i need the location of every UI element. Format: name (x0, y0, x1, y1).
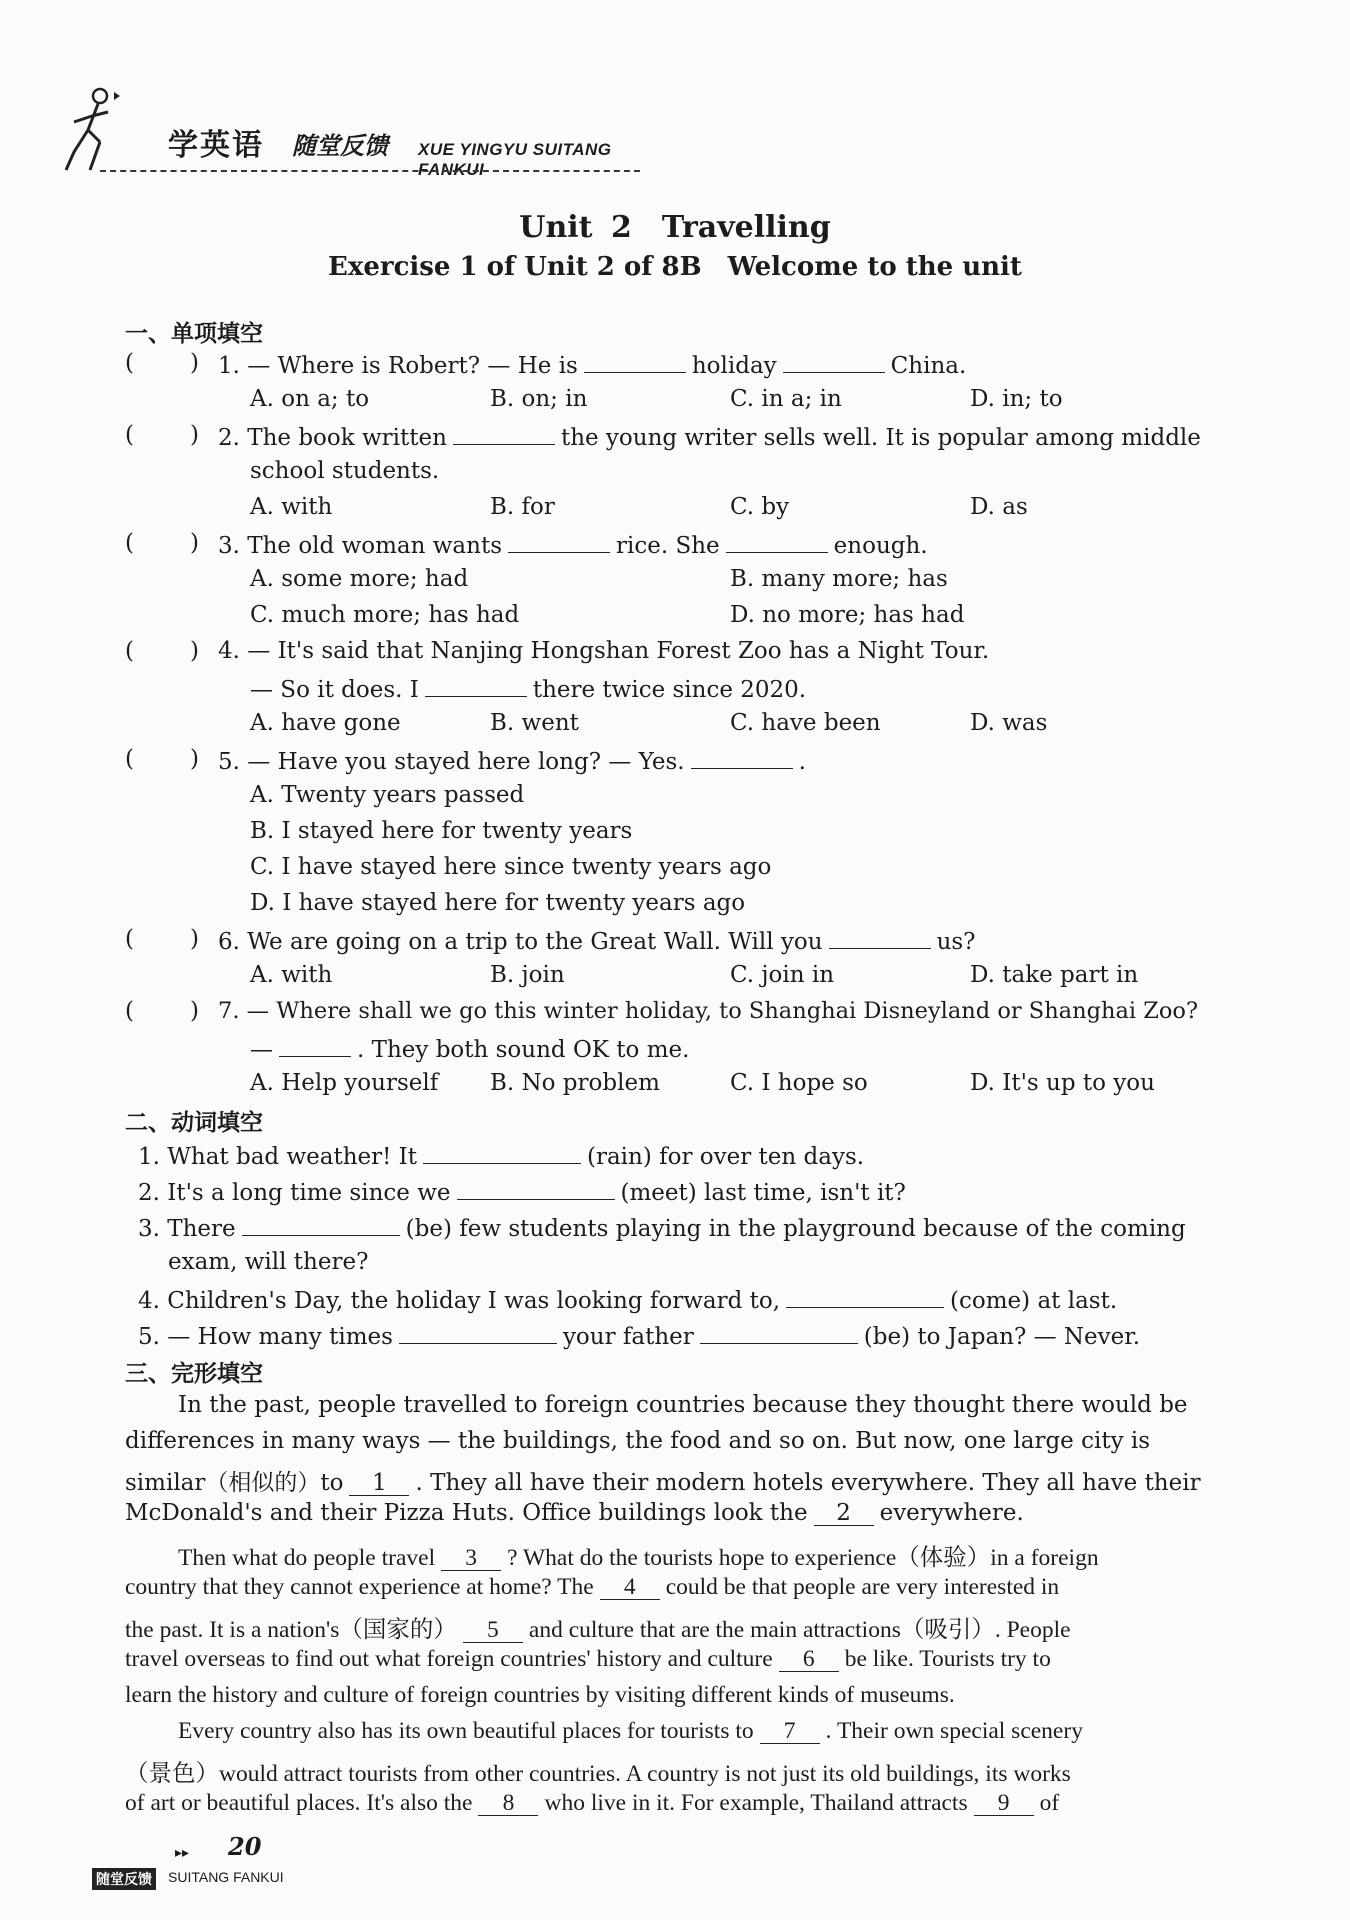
option-a: A. with (250, 962, 333, 988)
cloze-line: McDonald's and their Pizza Huts. Office buildings look the 2 everywhere. (125, 1500, 1024, 1526)
header-cn-sub: 随堂反馈 (292, 132, 388, 160)
cloze-blank-8[interactable]: 8 (478, 1791, 538, 1816)
section-heading-2: 二、动词填空 (125, 1110, 263, 1136)
blank[interactable] (691, 746, 793, 769)
cloze-blank-4[interactable]: 4 (600, 1575, 660, 1600)
blank[interactable] (783, 350, 885, 373)
exercise-title: Exercise 1 of Unit 2 of 8B Welcome to the unit (328, 252, 1022, 282)
answer-paren-2[interactable]: ( (125, 422, 134, 448)
option-b: B. join (490, 962, 565, 988)
question-1: 1. — Where is Robert? — He is holiday China. (218, 350, 966, 379)
option-d: D. no more; has had (730, 602, 965, 628)
option-a: A. Help yourself (250, 1070, 439, 1096)
option-c: C. much more; has had (250, 602, 520, 628)
page-header (60, 82, 650, 182)
blank[interactable] (786, 1285, 944, 1308)
option-d: D. in; to (970, 386, 1063, 412)
cloze-line: of art or beautiful places. It's also the 8 who live in it. For example, Thailand attracts 9 of (125, 1790, 1060, 1816)
section-heading-3: 三、完形填空 (125, 1361, 263, 1387)
question-6: 6. We are going on a trip to the Great Wall. Will you us? (218, 926, 976, 955)
section-heading-1: 一、单项填空 (125, 321, 263, 347)
option-a: A. some more; had (250, 566, 469, 592)
option-c: C. I hope so (730, 1070, 868, 1096)
worksheet-page: 学英语 随堂反馈 XUE YINGYU SUITANG FANKUI Unit 2 Travelling Exercise 1 of Unit 2 of 8B Welcome to the unit 一、单项填空 ( ) 1. — Where is Robert? — He is holiday China. A. on a; to B. on; in C. in a; in D. in; to ( ) 2. The book written the young writer sells well. It is popular among middle school students. A. with B. for C. by D. as ( ) 3. The old woman wants rice. She enough. A. some more; had B. many more; has C. much more; has had D. no more; has had ( ) 4. — It's said that Nanjing Hongshan Forest Zoo has a Night Tour. — So it does. I there twice since 2020. A. have gone B. went C. have been D. was ( ) 5. — Have you stayed here long? — Yes. . A. Twenty years passed B. I stayed here for twenty years C. I have stayed here since twenty years ago D. I have stayed here for twenty years ago ( ) 6. We are going on a trip to the Great Wall. Will you us? A. with B. join C. join in D. take part in ( ) 7. — Where shall we go this winter holiday, to Shanghai Disneyland or Shanghai Zoo? — . They both sound OK to me. A. Help yourself B. No problem C. I hope so D. It's up to you 二、动词填空 1. What bad weather! It (rain) for over ten days. 2. It's a long time since we (meet) last time, isn't it? 3. There (be) few students playing in the playground because of the coming exam, will there? 4. Children's Day, the holiday I was looking forward to, (come) at last. 5. — How many times your father (be) to Japan? — Never. 三、完形填空 In the past, people travelled to foreign countries because they thought there would be differences in many ways — the buildings, the food and so on. But now, one large city is similar（相似的）to 1 . They all have their modern hotels everywhere. They all have their McDonald's and their Pizza Huts. Office buildings look the 2 everywhere. Then what do people travel 3 ? What do the tourists hope to experience（体验）in a foreign country that they cannot experience at home? The 4 could be that people are very interested in the past. It is a nation's（国家的） 5 and culture that are the main attractions（吸引）. People travel overseas to find out what foreign countries' history and culture 6 be like. Tourists try to learn the history and culture of foreign countries by visiting different kinds of museums. Every country also has its own beautiful places for tourists to 7 . Their own special scenery （景色）would attract tourists from other countries. A country is not just its old buildings, its works of art or beautiful places. It's also the 8 who live in it. For example, Thailand attracts 9 of ▸▸ 20 随堂反馈 SUITANG FANKUI (0, 0, 1350, 1920)
blank[interactable] (399, 1321, 557, 1344)
verb-question-3-cont: exam, will there? (168, 1249, 369, 1275)
cloze-blank-2[interactable]: 2 (814, 1501, 874, 1526)
question-2-cont: school students. (250, 458, 440, 484)
option-b: B. I stayed here for twenty years (250, 818, 633, 844)
option-c: C. in a; in (730, 386, 842, 412)
cloze-line: the past. It is a nation's（国家的） 5 and culture that are the main attractions（吸引）. People (125, 1617, 1071, 1643)
runner-logo-icon (60, 82, 120, 172)
answer-paren-5[interactable]: ( (125, 746, 134, 772)
option-d: D. take part in (970, 962, 1139, 988)
question-4-reply: — So it does. I there twice since 2020. (250, 674, 806, 703)
verb-question-3: 3. There (be) few students playing in the playground because of the coming (138, 1213, 1186, 1242)
option-c: C. have been (730, 710, 881, 736)
cloze-blank-9[interactable]: 9 (974, 1791, 1034, 1816)
cloze-line: Then what do people travel 3 ? What do the tourists hope to experience（体验）in a foreign (178, 1545, 1099, 1571)
cloze-line: country that they cannot experience at home? The 4 could be that people are very interested in (125, 1574, 1060, 1600)
answer-paren-4[interactable]: ( (125, 638, 134, 664)
option-c: C. I have stayed here since twenty years ago (250, 854, 772, 880)
cloze-line: learn the history and culture of foreign countries by visiting different kinds of museums. (125, 1682, 955, 1708)
header-divider (100, 170, 640, 172)
verb-question-4: 4. Children's Day, the holiday I was looking forward to, (come) at last. (138, 1285, 1117, 1314)
option-b: B. for (490, 494, 555, 520)
blank[interactable] (279, 1034, 351, 1057)
option-c: C. join in (730, 962, 835, 988)
question-5: 5. — Have you stayed here long? — Yes. . (218, 746, 806, 775)
verb-question-5: 5. — How many times your father (be) to Japan? — Never. (138, 1321, 1140, 1350)
option-b: B. on; in (490, 386, 588, 412)
cloze-blank-6[interactable]: 6 (779, 1647, 839, 1672)
question-2: 2. The book written the young writer sells well. It is popular among middle (218, 422, 1201, 451)
blank[interactable] (829, 926, 931, 949)
cloze-line: （景色）would attract tourists from other countries. A country is not just its old buildings, its works (125, 1761, 1071, 1787)
blank[interactable] (508, 530, 610, 553)
blank[interactable] (726, 530, 828, 553)
cloze-blank-5[interactable]: 5 (463, 1618, 523, 1643)
question-4: 4. — It's said that Nanjing Hongshan Forest Zoo has a Night Tour. (218, 638, 990, 664)
header-pinyin: XUE YINGYU SUITANG FANKUI (418, 140, 612, 179)
cloze-blank-3[interactable]: 3 (441, 1546, 501, 1571)
option-a: A. with (250, 494, 333, 520)
cloze-line: Every country also has its own beautiful places for tourists to 7 . Their own special scenery (178, 1718, 1083, 1744)
blank[interactable] (457, 1177, 615, 1200)
footer-pinyin: SUITANG FANKUI (168, 1869, 284, 1885)
blank[interactable] (423, 1141, 581, 1164)
blank[interactable] (584, 350, 686, 373)
blank[interactable] (242, 1213, 400, 1236)
cloze-blank-7[interactable]: 7 (760, 1719, 820, 1744)
option-a: A. Twenty years passed (250, 782, 525, 808)
option-b: B. many more; has (730, 566, 948, 592)
page-number: 20 (228, 1832, 262, 1861)
question-7: 7. — Where shall we go this winter holiday, to Shanghai Disneyland or Shanghai Zoo? (218, 998, 1199, 1024)
option-a: A. have gone (250, 710, 401, 736)
question-7-reply: — . They both sound OK to me. (250, 1034, 689, 1063)
cloze-blank-1[interactable]: 1 (349, 1471, 409, 1496)
option-a: A. on a; to (250, 386, 370, 412)
unit-title: Unit 2 Travelling (519, 210, 831, 245)
option-b: B. went (490, 710, 579, 736)
question-3: 3. The old woman wants rice. She enough. (218, 530, 928, 559)
verb-question-2: 2. It's a long time since we (meet) last time, isn't it? (138, 1177, 906, 1206)
cloze-line: In the past, people travelled to foreign countries because they thought there would be (178, 1392, 1188, 1418)
answer-paren-3[interactable]: ( (125, 530, 134, 556)
option-b: B. No problem (490, 1070, 660, 1096)
blank[interactable] (700, 1321, 858, 1344)
verb-question-1: 1. What bad weather! It (rain) for over ten days. (138, 1141, 864, 1170)
answer-paren-1[interactable]: ( (125, 350, 134, 376)
footer-badge: 随堂反馈 (92, 1868, 156, 1890)
option-c: C. by (730, 494, 790, 520)
blank[interactable] (453, 422, 555, 445)
page-arrow-icon: ▸▸ (175, 1845, 190, 1861)
blank[interactable] (425, 674, 527, 697)
cloze-line: travel overseas to find out what foreign countries' history and culture 6 be like. Tourists try to (125, 1646, 1051, 1672)
answer-paren-6[interactable]: ( (125, 926, 134, 952)
header-cn-title: 学英语 (168, 128, 264, 163)
option-d: D. I have stayed here for twenty years ago (250, 890, 746, 916)
cloze-line: similar（相似的）to 1 . They all have their modern hotels everywhere. They all have their (125, 1470, 1201, 1496)
option-d: D. as (970, 494, 1028, 520)
answer-paren-7[interactable]: ( (125, 998, 134, 1024)
option-d: D. It's up to you (970, 1070, 1155, 1096)
option-d: D. was (970, 710, 1048, 736)
cloze-line: differences in many ways — the buildings, the food and so on. But now, one large city is (125, 1428, 1151, 1454)
